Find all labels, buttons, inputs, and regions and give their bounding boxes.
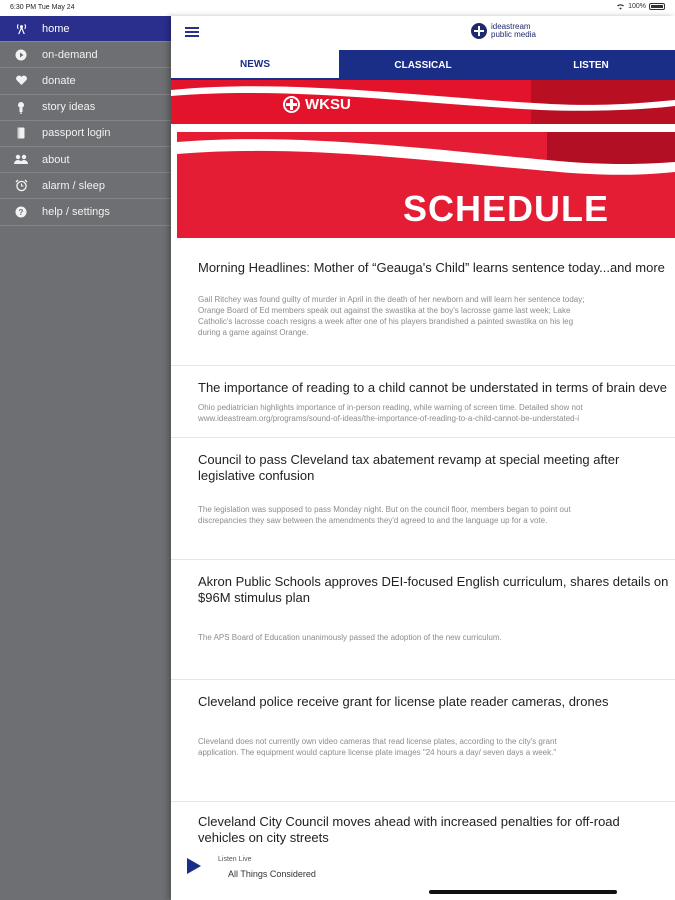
status-time: 6:30 PM Tue May 24	[10, 4, 75, 11]
list-item[interactable]	[171, 560, 675, 680]
tab-listen[interactable]: LISTEN	[507, 50, 675, 80]
article-title: Cleveland police receive grant for license plate reader cameras, drones	[198, 694, 609, 709]
brand-logo	[471, 23, 536, 39]
article-summary-line: application. The equipment would capture license plate images "24 hours a day/ seven days a week."	[198, 748, 557, 757]
article-title: The importance of reading to a child cannot be understated in terms of brain deve	[198, 380, 668, 395]
brand-line-1: ideastream	[491, 22, 531, 31]
list-item[interactable]	[171, 366, 675, 438]
sidebar-item-home[interactable]	[0, 16, 171, 42]
clock-play-icon	[14, 48, 28, 62]
article-title: Akron Public Schools approves DEI-focused English curriculum, shares details on $96M stimulus plan	[198, 574, 669, 605]
battery-icon	[649, 3, 665, 10]
article-title: Cleveland City Council moves ahead with increased penalties for off-road vehicles on city streets	[198, 814, 620, 845]
sidebar-item-story-ideas[interactable]	[0, 95, 171, 121]
sidebar-item-donate[interactable]	[0, 68, 171, 94]
wifi-icon	[616, 3, 625, 10]
wksu-logo	[283, 96, 351, 113]
passport-icon	[14, 126, 28, 140]
article-summary-line: Gail Ritchey was found guilty of murder in April in the death of her newborn and will learn her sentence today;	[198, 295, 585, 304]
sidebar-item-label: story ideas	[42, 101, 96, 114]
sidebar-item-label: about	[42, 153, 70, 166]
sidebar	[0, 16, 171, 900]
people-icon	[14, 153, 28, 167]
battery-percent: 100%	[628, 3, 646, 10]
article-title: Morning Headlines: Mother of “Geauga's Child” learns sentence today...and more	[198, 260, 665, 275]
sidebar-item-label: home	[42, 22, 70, 35]
lightbulb-icon	[14, 100, 28, 114]
sidebar-item-label: on-demand	[42, 48, 98, 61]
play-icon[interactable]	[187, 858, 201, 874]
menu-icon[interactable]	[185, 27, 199, 38]
station-banner	[171, 80, 675, 124]
listen-live-player	[171, 848, 675, 900]
schedule-banner[interactable]	[177, 132, 675, 238]
now-playing-title: All Things Considered	[228, 869, 316, 879]
main-panel	[171, 16, 675, 900]
top-bar	[171, 16, 675, 50]
donate-icon	[14, 74, 28, 88]
sidebar-item-alarm-sleep[interactable]	[0, 173, 171, 199]
article-summary-line: Cleveland does not currently own video cameras that read license plates, according to the city's grant	[198, 737, 557, 746]
brand-line-2: public media	[491, 30, 536, 39]
sidebar-item-label: help / settings	[42, 205, 110, 218]
article-summary-line: Catholic's lacrosse coach resigns a week after one of his players brandished a painted swastika on his leg	[198, 317, 574, 326]
schedule-title: SCHEDULE	[402, 188, 609, 229]
tab-classical[interactable]: CLASSICAL	[339, 50, 507, 80]
alarm-clock-icon	[14, 179, 28, 193]
banner-wave-graphic	[171, 80, 675, 124]
list-item[interactable]	[171, 680, 675, 802]
list-item[interactable]	[171, 438, 675, 560]
sidebar-item-label: passport login	[42, 127, 111, 140]
tab-bar	[171, 50, 675, 80]
wksu-logo-icon	[283, 96, 300, 113]
article-summary-line: discrepancies they saw between the amendments they'd agreed to and the language up for a vote.	[198, 516, 548, 525]
tab-news[interactable]: NEWS	[171, 50, 339, 80]
article-summary-line: Ohio pediatrician highlights importance of in-person reading, while warning of screen time. Detailed show not	[198, 403, 583, 412]
sidebar-item-passport-login[interactable]	[0, 121, 171, 147]
svg-text:?: ?	[18, 207, 24, 217]
brand-text	[491, 23, 536, 39]
article-summary-line: during a game against Orange.	[198, 328, 309, 337]
status-bar	[0, 0, 675, 16]
news-feed	[171, 244, 675, 864]
status-right	[616, 3, 665, 10]
help-icon	[14, 205, 28, 219]
player-label: Listen Live	[218, 856, 252, 863]
article-summary-line: www.ideastream.org/programs/sound-of-ideas/the-importance-of-reading-to-a-child-cannot-be-understated-i	[198, 414, 580, 423]
sidebar-item-on-demand[interactable]	[0, 42, 171, 68]
ideastream-logo-icon	[471, 23, 487, 39]
home-indicator	[429, 890, 617, 894]
radio-tower-icon	[14, 22, 28, 36]
article-title: Council to pass Cleveland tax abatement revamp at special meeting after legislative confusion	[198, 452, 620, 483]
sidebar-item-about[interactable]	[0, 147, 171, 173]
article-summary-line: The legislation was supposed to pass Monday night. But on the council floor, members began to point out	[198, 505, 571, 514]
list-item[interactable]	[171, 244, 675, 366]
sidebar-item-label: donate	[42, 74, 76, 87]
article-summary-line: Orange Board of Ed members speak out against the swastika at the boy's lacrosse game last week; Lake	[198, 306, 571, 315]
sidebar-item-help-settings[interactable]	[0, 199, 171, 225]
wksu-logo-text: WKSU	[305, 96, 351, 113]
article-summary-line: The APS Board of Education unanimously passed the adoption of the new curriculum.	[198, 633, 502, 642]
sidebar-item-label: alarm / sleep	[42, 179, 105, 192]
